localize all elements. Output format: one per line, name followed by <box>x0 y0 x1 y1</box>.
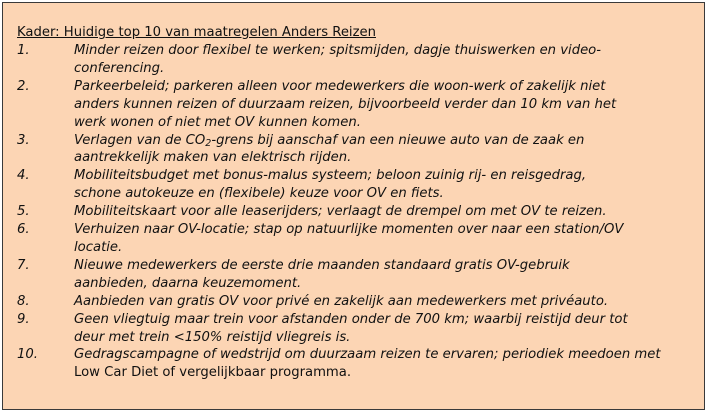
list-item <box>17 42 697 78</box>
list-item <box>17 78 697 132</box>
item-line: aantrekkelijk maken van elektrisch rijden. <box>74 150 352 166</box>
item-number: 7. <box>17 257 30 273</box>
item-text <box>74 203 697 221</box>
item-line: schone autokeuze en (flexibele) keuze voor OV en fiets. <box>74 186 444 202</box>
item-line: Nieuwe medewerkers de eerste drie maanden standaard gratis OV-gebruik <box>74 257 570 273</box>
item-number: 1. <box>17 43 30 58</box>
list-item <box>17 221 697 257</box>
item-number: 3. <box>17 132 30 148</box>
box-title: Kader: Huidige top 10 van maatregelen Anders Reizen <box>17 25 376 40</box>
item-line: Mobiliteitsbudget met bonus-malus systeem; beloon zuinig rij- en reisgedrag, <box>74 168 587 184</box>
co2-text-after: -grens bij aanschaf van een nieuwe auto van de zaak en <box>211 132 585 148</box>
item-text <box>74 167 697 203</box>
item-line: Geen vliegtuig maar trein voor afstanden onder de 700 km; waarbij reistijd deur tot <box>74 311 628 327</box>
list-item <box>17 293 697 311</box>
item-line: Aanbieden van gratis OV voor privé en zakelijk aan medewerkers met privéauto. <box>74 293 609 309</box>
item-line: aanbieden, daarna keuzemoment. <box>74 275 302 291</box>
list-item <box>17 132 697 168</box>
info-box <box>2 2 705 410</box>
item-line: Verhuizen naar OV-locatie; stap op natuurlijke momenten over naar een station/OV <box>74 222 624 238</box>
list-item <box>17 346 697 382</box>
list-item <box>17 311 697 347</box>
item-line: deur met trein <150% reistijd vliegreis is. <box>74 329 351 345</box>
list-item <box>17 167 697 203</box>
co2-subscript: 2 <box>205 137 212 149</box>
item-text <box>74 257 697 293</box>
list-item <box>17 257 697 293</box>
item-line: conferencing. <box>74 60 165 76</box>
item-number: 5. <box>17 204 30 220</box>
item-number: 8. <box>17 293 30 309</box>
item-text <box>74 293 697 311</box>
item-line: anders kunnen reizen of duurzaam reizen, bijvoorbeeld verder dan 10 km van het <box>74 96 617 112</box>
item-line: Mobiliteitskaart voor alle leaserijders; verlaagt de drempel om met OV te reizen. <box>74 204 607 220</box>
item-line: locatie. <box>74 239 123 255</box>
item-line: Minder reizen door flexibel te werken; spitsmijden, dagje thuiswerken en video- <box>74 43 602 58</box>
item-text <box>74 42 697 78</box>
item-number: 4. <box>17 168 30 184</box>
item-number: 10. <box>17 347 38 363</box>
item-text <box>74 311 697 347</box>
item-line: Low Car Diet of vergelijkbaar programma. <box>74 365 352 381</box>
item-number: 2. <box>17 78 30 94</box>
item-number: 9. <box>17 311 30 327</box>
item-line <box>74 132 697 150</box>
item-text <box>74 346 697 382</box>
co2-text-before: Verlagen van de CO <box>74 132 206 148</box>
item-text <box>74 78 697 132</box>
item-line: werk wonen of niet met OV kunnen komen. <box>74 114 361 130</box>
item-line: Parkeerbeleid; parkeren alleen voor medewerkers die woon-werk of zakelijk niet <box>74 78 606 94</box>
item-line: Gedragscampagne of wedstrijd om duurzaam reizen te ervaren; periodiek meedoen met <box>74 347 661 363</box>
item-text <box>74 221 697 257</box>
list-item <box>17 203 697 221</box>
measures-list <box>17 42 697 382</box>
item-text <box>74 132 697 168</box>
item-number: 6. <box>17 222 30 238</box>
